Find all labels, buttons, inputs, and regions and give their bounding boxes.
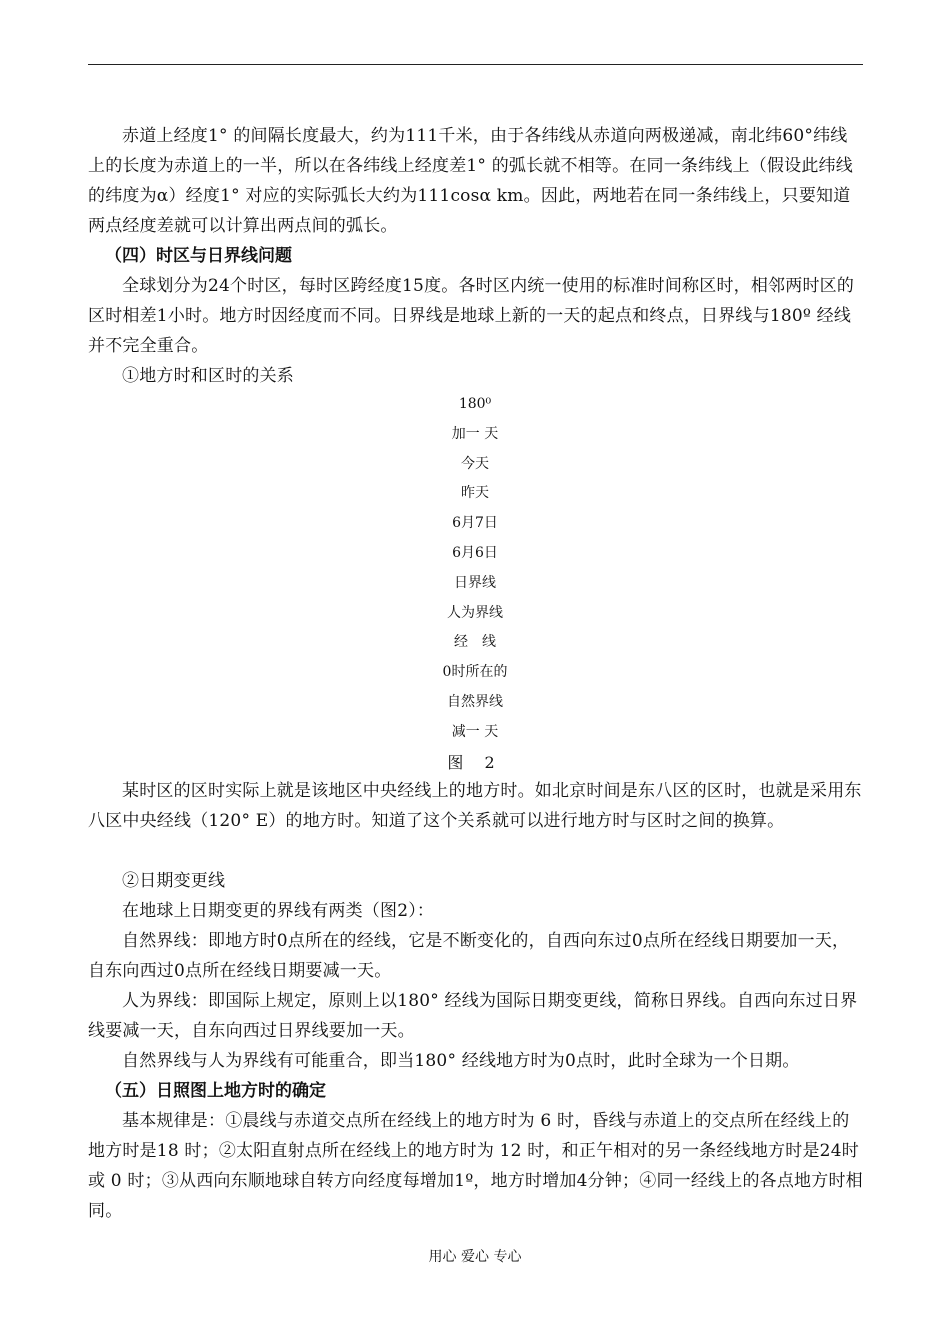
section-heading-5: （五）日照图上地方时的确定 — [105, 1081, 326, 1101]
figure-2 — [375, 390, 575, 778]
figure-label: 经 线 — [454, 634, 496, 651]
paragraph-natural-boundary: 自然界线：即地方时0点所在的经线，它是不断变化的，自西向东过0点所在经线日期要加一天，自东向西过0点所在经线日期要减一天。 — [88, 931, 850, 981]
figure-label: 6月7日 — [452, 515, 498, 532]
paragraph-time-zones: 全球划分为24个时区，每时区跨经度15度。各时区内统一使用的标准时间称区时，相邻两时区的区时相差1小时。地方时因经度而不同。日界线是地球上新的一天的起点和终点，日界线与180º 经线并不完全重合。 — [88, 276, 855, 356]
figure-label: 0时所在的 — [442, 664, 508, 681]
header-rule — [88, 64, 863, 65]
figure-label: 180⁰ — [458, 396, 492, 412]
paragraph-two-boundaries: 在地球上日期变更的界线有两类（图2）： — [122, 901, 435, 921]
figure-caption: 图 2 — [447, 752, 503, 772]
figure-label: 加一 天 — [451, 425, 499, 442]
figure-label: 今天 — [461, 455, 489, 472]
subheading-local-zone-time: ①地方时和区时的关系 — [122, 366, 294, 386]
figure-label: 减一 天 — [451, 723, 499, 740]
figure-label: 自然界线 — [447, 693, 503, 710]
figure-label: 人为界线 — [447, 604, 503, 621]
figure-label: 6月6日 — [452, 544, 498, 561]
paragraph-artificial-boundary: 人为界线：即国际上规定，原则上以180° 经线为国际日期变更线，简称日界线。自西向东过日界线要减一天，自东向西过日界线要加一天。 — [88, 991, 858, 1041]
paragraph-basic-rules: 基本规律是：①晨线与赤道交点所在经线上的地方时为 6 时，昏线与赤道上的交点所在经线上的地方时是18 时；②太阳直射点所在经线上的地方时为 12 时，和正午相对的另一条经线地方时是24时或 0 时；③从西向东顺地球自转方向经度每增加1º，地方时增加4分钟；④同一经线上的各点地方时相同。 — [88, 1111, 863, 1221]
figure-label: 日界线 — [454, 574, 496, 591]
paragraph-coincide: 自然界线与人为界线有可能重合，即当180° 经线地方时为0点时，此时全球为一个日期。 — [122, 1051, 800, 1071]
paragraph-zone-time: 某时区的区时实际上就是该地区中央经线上的地方时。如北京时间是东八区的区时，也就是采用东八区中央经线（120° E）的地方时。知道了这个关系就可以进行地方时与区时之间的换算。 — [88, 781, 862, 831]
subheading-date-line: ②日期变更线 — [122, 871, 226, 891]
section-heading-4: （四）时区与日界线问题 — [105, 246, 292, 266]
paragraph-longitude-arc: 赤道上经度1° 的间隔长度最大，约为111千米，由于各纬线从赤道向两极递减，南北纬60°纬线上的长度为赤道上的一半，所以在各纬线上经度差1° 的弧长就不相等。在同一条纬线上（假设此纬线的纬度为α）经度1° 对应的实际弧长大约为111cosα km。因此，两地若在同一条纬线上，只要知道两点经度差就可以计算出两点间的弧长。 — [88, 126, 853, 236]
figure-label: 昨天 — [461, 485, 489, 502]
page-footer: 用心 爱心 专心 — [428, 1249, 522, 1265]
